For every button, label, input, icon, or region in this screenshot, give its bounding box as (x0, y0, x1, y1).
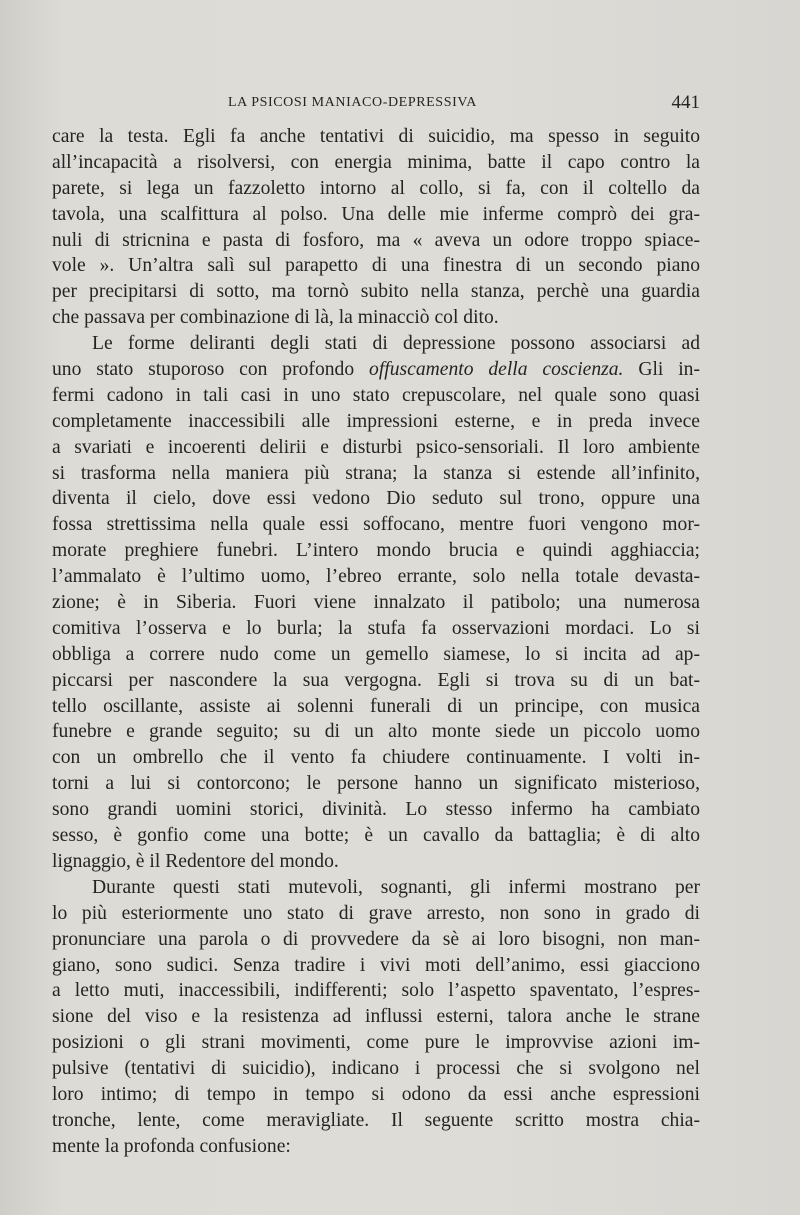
text-line: sono grandi uomini storici, divinità. Lo stesso infermo ha cambiato (52, 799, 700, 821)
text-line: tronche, lente, come meravigliate. Il seguente scritto mostra chia- (52, 1109, 700, 1131)
text-line: Durante questi stati mutevoli, sognanti, gli infermi mostrano per (92, 876, 700, 898)
text-line: tello oscillante, assiste ai solenni funerali di un principe, con musica (52, 695, 700, 717)
text-line: zione; è in Siberia. Fuori viene innalzato il patibolo; una numerosa (52, 592, 700, 614)
body-text (52, 124, 700, 1160)
text-line: sesso, è gonfio come una botte; è un cavallo da battaglia; è di alto (52, 825, 700, 847)
text-line: con un ombrello che il vento fa chiudere continuamente. I volti in- (52, 747, 700, 769)
text-line: che passava per combinazione di là, la minacciò col dito. (52, 307, 499, 329)
text-line: comitiva l’osserva e lo burla; la stufa fa osservazioni mordaci. Lo si (52, 617, 700, 639)
text-line: loro intimo; di tempo in tempo si odono da essi anche espressioni (52, 1083, 700, 1105)
text-line: completamente inaccessibili alle impressioni esterne, e in preda invece (52, 410, 700, 432)
text-line: giano, sono sudici. Senza tradire i vivi moti dell’animo, essi giacciono (52, 954, 700, 976)
text-line: fossa strettissima nella quale essi soffocano, mentre fuori vengono mor- (52, 514, 700, 536)
text-line: fermi cadono in tali casi in uno stato crepuscolare, nel quale sono quasi (52, 384, 700, 406)
text-line: posizioni o gli strani movimenti, come pure le improvvise azioni im- (52, 1032, 700, 1054)
text-line: sione del viso e la resistenza ad influssi esterni, talora anche le strane (52, 1006, 700, 1028)
text-line-mixed (52, 357, 700, 383)
text-line: all’incapacità a risolversi, con energia minima, batte il capo contro la (52, 151, 700, 173)
text-line: pronunciare una parola o di provvedere da sè ai loro bisogni, non man- (52, 928, 700, 950)
text-line: pulsive (tentativi di suicidio), indicano i processi che si svolgono nel (52, 1058, 700, 1080)
text-line: vole ». Un’altra salì sul parapetto di una finestra di un secondo piano (52, 255, 700, 277)
text-line: lo più esteriormente uno stato di grave arresto, non sono in grado di (52, 902, 700, 924)
text-line: nuli di stricnina e pasta di fosforo, ma « aveva un odore troppo spiace- (52, 229, 700, 251)
text-line: Le forme deliranti degli stati di depressione possono associarsi ad (92, 333, 700, 355)
text-line: care la testa. Egli fa anche tentativi di suicidio, ma spesso in seguito (52, 126, 700, 147)
text-line: obbliga a correre nudo come un gemello siamese, lo si incita ad ap- (52, 643, 700, 665)
running-head (52, 92, 700, 116)
page-number: 441 (671, 92, 700, 113)
text-line: si trasforma nella maniera più strana; la stanza si estende all’infinito, (52, 462, 700, 484)
text-line: diventa il cielo, dove essi vedono Dio seduto sul trono, oppure una (52, 488, 700, 510)
italic-phrase: offuscamento della coscienza. (369, 359, 624, 381)
text-line: a letto muti, inaccessibili, indifferenti; solo l’aspetto spaventato, l’espres- (52, 980, 700, 1002)
text-line: a svariati e incoerenti delirii e disturbi psico-sensoriali. Il loro ambiente (52, 436, 700, 458)
text-line: lignaggio, è il Redentore del mondo. (52, 850, 339, 872)
text-run: Gli in- (623, 359, 700, 381)
text-line: tavola, una scalfittura al polso. Una delle mie inferme comprò dei gra- (52, 203, 700, 225)
text-line: mente la profonda confusione: (52, 1135, 291, 1157)
text-line: parete, si lega un fazzoletto intorno al collo, si fa, con il coltello da (52, 177, 700, 199)
text-line: torni a lui si contorcono; le persone hanno un significato misterioso, (52, 773, 700, 795)
text-line: funebre e grande seguito; su di un alto monte siede un piccolo uomo (52, 721, 700, 743)
text-line: piccarsi per nascondere la sua vergogna. Egli si trova su di un bat- (52, 669, 700, 691)
text-run: uno stato stuporoso con profondo (52, 359, 355, 381)
text-line: l’ammalato è l’ultimo uomo, l’ebreo errante, solo nella totale devasta- (52, 566, 700, 588)
running-title: LA PSICOSI MANIACO-DEPRESSIVA (228, 95, 477, 110)
text-line: per precipitarsi di sotto, ma tornò subito nella stanza, perchè una guardia (52, 281, 700, 303)
text-line: morate preghiere funebri. L’intero mondo brucia e quindi agghiaccia; (52, 540, 700, 562)
